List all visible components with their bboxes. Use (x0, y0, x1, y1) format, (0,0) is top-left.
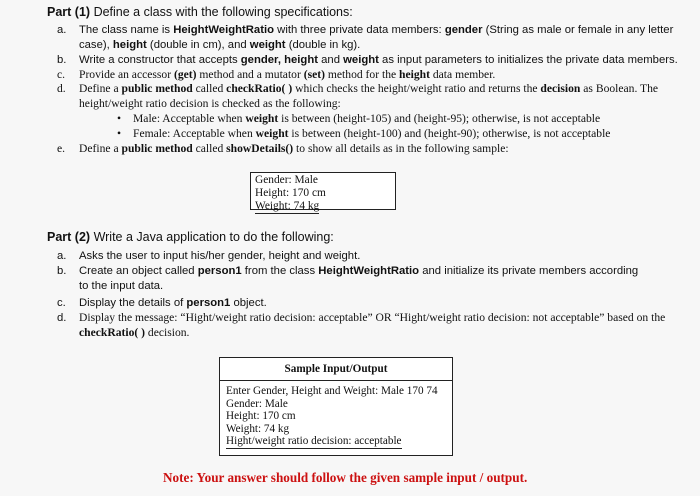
part1-item-a: a. The class name is HeightWeightRatio with three private data members: gender (String as male or female in any letter case), height (double in cm), and weight (double in kg). (57, 24, 674, 51)
sample-io-box (219, 357, 453, 456)
part2-item-a: a. Asks the user to input his/her gender, height and weight. (57, 250, 361, 262)
sample-io-decision: Hight/weight ratio decision: acceptable (226, 435, 402, 448)
part2-title (47, 230, 334, 244)
part1-title (47, 5, 353, 19)
item-label: c. (57, 297, 66, 309)
bullet-dot-icon: • (117, 112, 122, 125)
part1-item-e: e. Define a public method called showDetails() to show all details as in the following sample: (57, 142, 509, 155)
sample-io-header: Sample Input/Output (220, 358, 452, 381)
sample-gender: Gender: Male (255, 174, 318, 186)
part2-item-c: c. Display the details of person1 object. (57, 297, 267, 309)
sample-weight: Weight: 74 kg (255, 200, 320, 212)
bullet-dot-icon: • (117, 127, 122, 140)
bullet-male: • Male: Acceptable when weight is between (height-105) and (height-95); otherwise, is not acceptable (117, 112, 601, 125)
item-label: b. (57, 54, 67, 66)
part1-item-c: c. Provide an accessor (get) method and a mutator (set) method for the height data member. (57, 68, 496, 81)
part1-item-b: b. Write a constructor that accepts gender, height and weight as input parameters to initializes the private data members. (57, 54, 678, 66)
sample-height: Height: 170 cm (255, 187, 326, 199)
part2-item-b: b. Create an object called person1 from the class HeightWeightRatio and initialize its private members according to the input data. (57, 265, 639, 292)
bullet-female: • Female: Acceptable when weight is between (height-100) and (height-90); otherwise, is not acceptable (117, 127, 611, 140)
item-label: d. (57, 82, 66, 95)
sample-io-height: Height: 170 cm (226, 410, 296, 423)
sample-io-weight: Weight: 74 kg (226, 422, 290, 435)
part1-title-label: Part (1) (47, 5, 91, 19)
item-label: a. (57, 24, 67, 36)
sample-io-prompt: Enter Gender, Height and Weight: Male 170 74 (226, 385, 438, 397)
sample-output-box (250, 172, 396, 210)
part2-title-text: Write a Java application to do the following: (93, 230, 334, 244)
item-label: d. (57, 312, 67, 324)
item-label: b. (57, 265, 67, 277)
part2-item-d: d. Display the message: “Hight/weight ratio decision: acceptable” OR “Hight/weight ratio decision: not acceptable” based on the checkRatio( ) decision. (57, 311, 666, 339)
item-label: a. (57, 250, 67, 262)
part1-item-d: d. Define a public method called checkRatio( ) which checks the height/weight ratio and returns the decision as Boolean. The height/weight ratio decision is checked as the following: (57, 82, 659, 110)
note-text: Note: Your answer should follow the given sample input / output. (163, 470, 528, 485)
item-label: e. (57, 142, 66, 155)
item-label: c. (57, 68, 66, 81)
sample-io-gender: Gender: Male (226, 397, 288, 410)
part1-title-text: Define a class with the following specifications: (93, 5, 353, 19)
part2-title-label: Part (2) (47, 230, 91, 244)
